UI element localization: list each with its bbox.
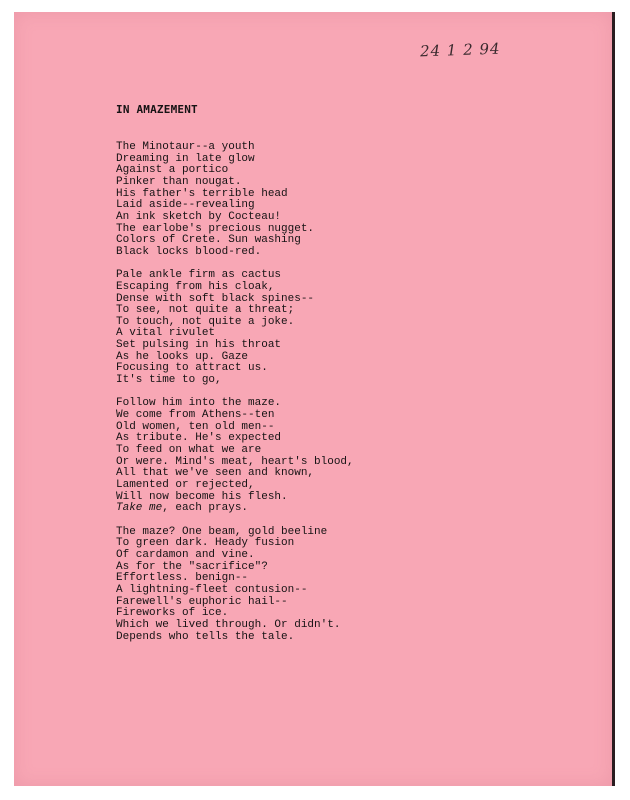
poem-line: Dense with soft black spines-- <box>116 292 315 305</box>
poem-line: The Minotaur--a youth <box>116 141 255 153</box>
poem-line: To green dark. Heady fusion <box>116 537 295 550</box>
poem-line: As for the "sacrifice"? <box>116 560 268 573</box>
poem-line: Set pulsing in his throat <box>116 339 282 352</box>
poem-line: It's time to go, <box>116 374 222 387</box>
poem-line: Old women, ten old men-- <box>116 420 275 433</box>
poem-line: Pale ankle firm as cactus <box>116 269 282 282</box>
poem-line: Dreaming in late glow <box>116 152 255 165</box>
poem-line: Colors of Crete. Sun washing <box>116 234 301 247</box>
poem-line: Black locks blood-red. <box>116 245 262 258</box>
poem-line: His father's terrible head <box>116 187 288 200</box>
poem-line: All that we've seen and known, <box>116 467 315 480</box>
poem-line: As tribute. He's expected <box>116 432 282 445</box>
poem-line: A lightning-fleet contusion-- <box>116 583 308 596</box>
poem-title: IN AMAZEMENT <box>116 103 198 116</box>
poem-line: Or were. Mind's meat, heart's blood, <box>116 455 354 468</box>
stanza-2 <box>116 270 354 387</box>
stanza-4 <box>116 527 354 644</box>
poem-line: Farewell's euphoric hail-- <box>116 595 288 608</box>
poem-line: To feed on what we are <box>116 444 262 457</box>
poem-line: Will now become his flesh. <box>116 490 288 503</box>
poem-line: To see, not quite a threat; <box>116 304 295 317</box>
poem-line: To touch, not quite a joke. <box>116 315 295 328</box>
italic-phrase: Take me <box>116 502 163 515</box>
poem-line: Which we lived through. Or didn't. <box>116 618 341 631</box>
poem-line: As he looks up. Gaze <box>116 350 249 363</box>
poem-line: Depends who tells the tale. <box>116 630 295 643</box>
paper-edge-shadow <box>612 12 615 786</box>
stanza-3 <box>116 398 354 515</box>
poem-line: Laid aside--revealing <box>116 199 255 212</box>
line-remainder: , each prays. <box>162 502 249 515</box>
poem-line: An ink sketch by Cocteau! <box>116 210 282 223</box>
poem-line: Focusing to attract us. <box>116 362 268 375</box>
poem-line: Of cardamon and vine. <box>116 548 255 561</box>
poem-line-last <box>116 503 354 515</box>
poem-line: Follow him into the maze. <box>116 397 282 410</box>
poem-line: Pinker than nougat. <box>116 175 242 188</box>
poem-line: Against a portico <box>116 164 229 177</box>
poem-line: The earlobe's precious nugget. <box>116 222 315 235</box>
poem-body <box>116 142 354 655</box>
stanza-1 <box>116 142 354 259</box>
poem-line: We come from Athens--ten <box>116 409 275 422</box>
poem-line: Fireworks of ice. <box>116 607 229 620</box>
poem-line: Lamented or rejected, <box>116 479 255 491</box>
poem-line: Effortless. benign-- <box>116 572 249 585</box>
handwritten-date: 24 1 2 94 <box>419 39 501 61</box>
poem-line: A vital rivulet <box>116 327 216 340</box>
poem-line: Escaping from his cloak, <box>116 280 275 293</box>
poem-line: The maze? One beam, gold beeline <box>116 525 328 538</box>
